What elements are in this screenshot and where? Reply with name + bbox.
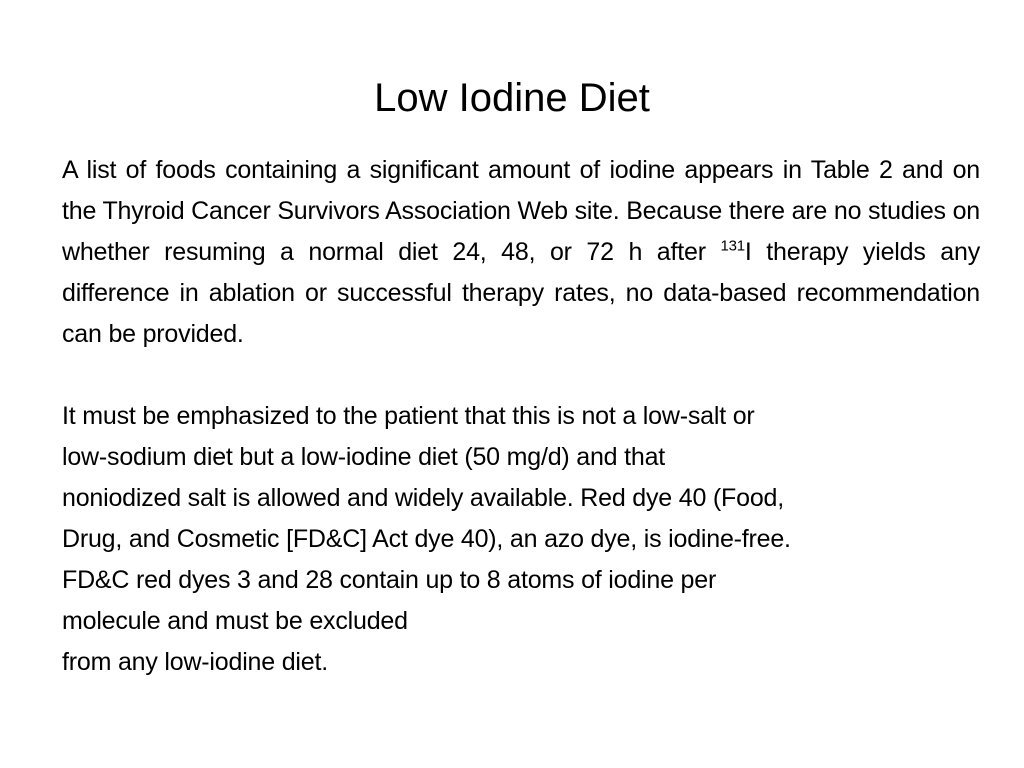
paragraph-line: low-sodium diet but a low-iodine diet (50 mg/d) and that [62, 443, 666, 471]
paragraph-line: noniodized salt is allowed and widely available. Red dye 40 (Food, [62, 484, 784, 512]
slide-title: Low Iodine Diet [374, 76, 650, 120]
paragraph-line: from any low-iodine diet. [62, 648, 328, 676]
paragraph-spacer [62, 355, 980, 396]
slide-body [62, 150, 980, 683]
paragraph-foods-list [62, 150, 980, 355]
isotope-superscript: 131 [720, 237, 745, 255]
paragraph-foods-text-start: A list of foods containing a significant amount of iodine appears in Table 2 and on the Thyroid Cancer Survivors Association Web site. Because there are no studies on whether resuming a normal diet 24, 48, or 72 h after [62, 156, 980, 266]
paragraph-foods-text-end: I therapy yields any difference in ablation or successful therapy rates, no data-based recommendation can be provided. [62, 238, 980, 348]
paragraph-line: FD&C red dyes 3 and 28 contain up to 8 atoms of iodine per [62, 566, 717, 594]
paragraph-salt-dyes [62, 396, 980, 683]
paragraph-line: Drug, and Cosmetic [FD&C] Act dye 40), an azo dye, is iodine-free. [62, 525, 791, 553]
paragraph-line: molecule and must be excluded [62, 607, 408, 635]
paragraph-line: It must be emphasized to the patient that this is not a low-salt or [62, 402, 755, 430]
